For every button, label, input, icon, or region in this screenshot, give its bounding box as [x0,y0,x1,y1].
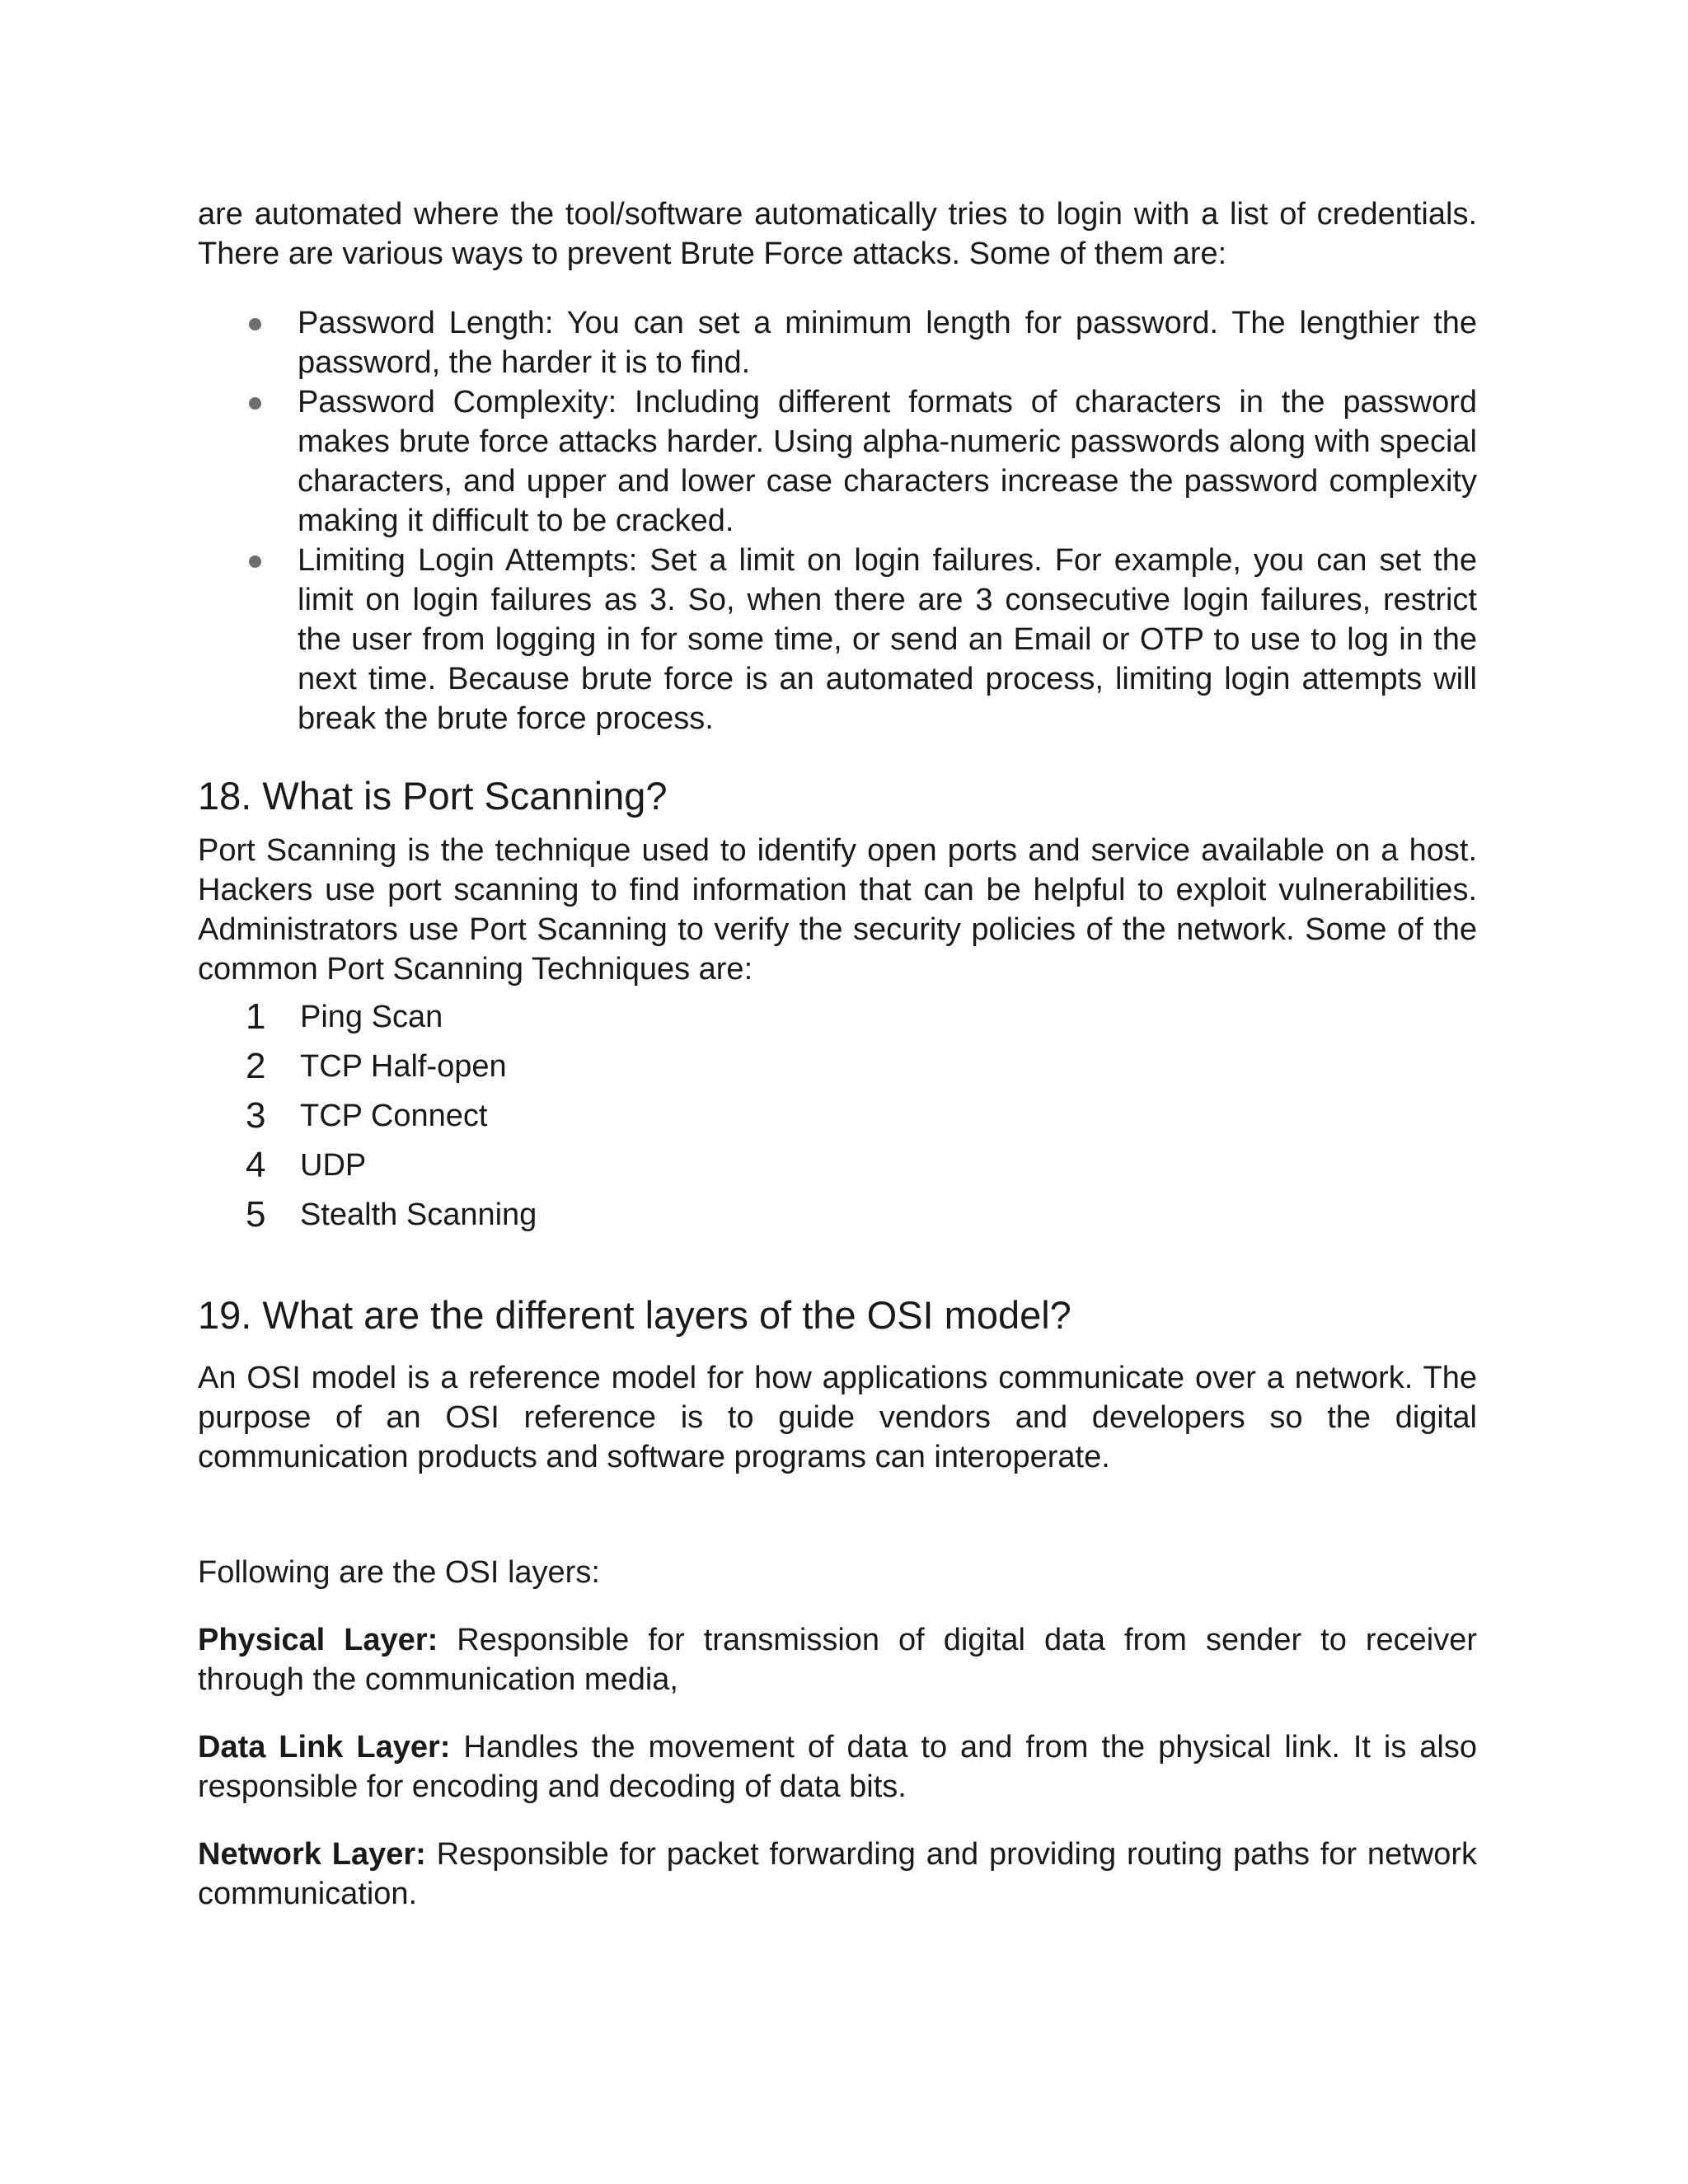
list-item-text: Password Length: You can set a minimum length for password. The lengthier the password, the harder it is to find. [298,306,1477,380]
osi-model-paragraph: An OSI model is a reference model for how applications communicate over a network. The purpose of an OSI reference is to guide vendors and developers so the digital communication products and software programs can interoperate. [198,1361,1477,1474]
list-number: 1 [246,996,266,1037]
port-scanning-techniques-list [198,992,1477,1240]
list-item [198,1141,1477,1190]
osi-layer-network [198,1835,1477,1914]
intro-paragraph: are automated where the tool/software automatically tries to login with a list of credentials. There are various ways to prevent Brute Force attacks. Some of them are: [198,197,1477,271]
list-number: 2 [246,1046,266,1086]
list-item [198,382,1477,541]
layer-description: Responsible for packet forwarding and providing routing paths for network communication. [198,1837,1477,1911]
layer-description: Responsible for transmission of digital data from sender to receiver through the communication media, [198,1623,1477,1697]
list-item-text: TCP Half-open [300,1049,507,1084]
list-item [198,992,1477,1042]
layer-description: Handles the movement of data to and from the physical link. It is also responsible for encoding and decoding of data bits. [198,1730,1478,1804]
list-item-text: Limiting Login Attempts: Set a limit on login failures. For example, you can set the limit on login failures as 3. So, when there are 3 consecutive login failures, restrict the user from logging in for some time, or send an Email or OTP to use to log in the next time. Because brute force is an automated process, limiting login attempts will break the brute force process. [298,543,1477,736]
layer-name: Data Link Layer: [198,1730,451,1765]
osi-layer-data-link [198,1727,1477,1807]
list-item-text: UDP [300,1148,367,1183]
document-page [198,194,1477,1914]
section-heading-port-scanning: 18. What is Port Scanning? [198,774,668,818]
bullet-icon [249,555,261,568]
brute-force-prevention-list [198,303,1477,738]
list-item [198,541,1477,738]
list-item [198,303,1477,382]
list-item-text: Ping Scan [300,1000,443,1034]
list-item-text: TCP Connect [300,1099,488,1133]
osi-layer-physical [198,1620,1477,1699]
list-item-text: Password Complexity: Including different formats of characters in the password makes brute force attacks harder. Using alpha-numeric passwords along with special characters, and upper and lower case characters increase the password complexity making it difficult to be cracked. [298,385,1477,538]
layer-name: Network Layer: [198,1837,426,1872]
list-item-text: Stealth Scanning [300,1197,537,1232]
list-number: 4 [246,1145,266,1185]
bullet-icon [249,318,261,330]
osi-layers-intro: Following are the OSI layers: [198,1555,600,1590]
bullet-icon [249,397,261,410]
list-item [198,1190,1477,1240]
section-heading-osi-layers: 19. What are the different layers of the OSI model? [198,1293,1071,1337]
list-item [198,1042,1477,1091]
list-number: 3 [246,1095,266,1136]
list-number: 5 [246,1194,266,1235]
port-scanning-paragraph: Port Scanning is the technique used to identify open ports and service available on a host. Hackers use port scanning to find information that can be helpful to exploit vulnerabilities. Administrators use Port Scanning to verify the security policies of the network. Some of the common Port Scanning Techniques are: [198,833,1477,987]
list-item [198,1091,1477,1141]
layer-name: Physical Layer: [198,1623,438,1657]
